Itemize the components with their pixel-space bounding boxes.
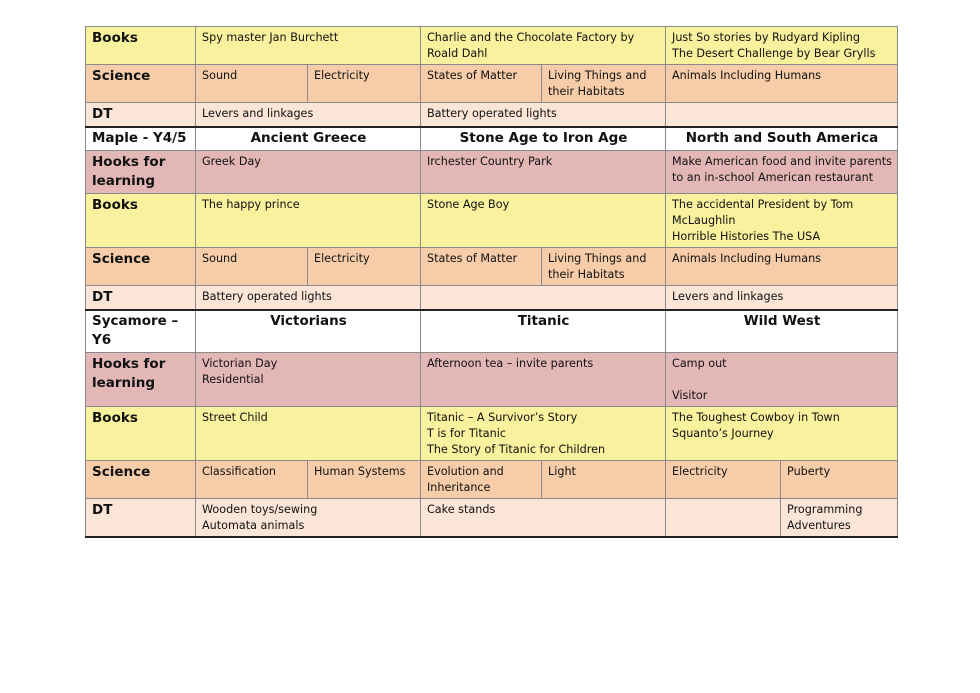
- books-row: [86, 27, 898, 65]
- topic-heading: Stone Age to Iron Age: [421, 127, 666, 151]
- row-label: Sycamore –Y6: [86, 310, 196, 353]
- topic-heading: North and South America: [666, 127, 898, 151]
- table-cell: Human Systems: [308, 461, 421, 499]
- table-cell: Make American food and invite parents to an in-school American restaurant: [666, 151, 898, 194]
- dt-row: [86, 286, 898, 311]
- table-cell: Puberty: [781, 461, 898, 499]
- row-label: Books: [86, 407, 196, 461]
- row-label: DT: [86, 103, 196, 128]
- table-cell: States of Matter: [421, 248, 542, 286]
- row-label: Maple - Y4/5: [86, 127, 196, 151]
- row-label: Books: [86, 194, 196, 248]
- hooks-row: [86, 151, 898, 194]
- table-cell: Levers and linkages: [666, 286, 898, 311]
- row-label: Science: [86, 65, 196, 103]
- table-cell: Greek Day: [196, 151, 421, 194]
- curriculum-table: [85, 26, 898, 538]
- table-cell: Street Child: [196, 407, 421, 461]
- table-cell: Sound: [196, 248, 308, 286]
- table-cell: Titanic – A Survivor’s Story T is for Titanic The Story of Titanic for Children: [421, 407, 666, 461]
- table-cell: Battery operated lights: [421, 103, 666, 128]
- table-cell: [666, 499, 781, 538]
- row-label: DT: [86, 499, 196, 538]
- table-cell: Electricity: [666, 461, 781, 499]
- table-cell: Cake stands: [421, 499, 666, 538]
- table-cell: Living Things and their Habitats: [542, 65, 666, 103]
- table-cell: Classification: [196, 461, 308, 499]
- row-label: Hooks for learning: [86, 353, 196, 407]
- table-cell: Animals Including Humans: [666, 65, 898, 103]
- table-cell: Charlie and the Chocolate Factory by Roald Dahl: [421, 27, 666, 65]
- dt-row: [86, 499, 898, 538]
- topic-heading: Wild West: [666, 310, 898, 353]
- sci-row: [86, 461, 898, 499]
- row-label: Science: [86, 461, 196, 499]
- table-cell: Sound: [196, 65, 308, 103]
- sci-row: [86, 65, 898, 103]
- topic-heading: Ancient Greece: [196, 127, 421, 151]
- table-cell: The accidental President by Tom McLaughlin Horrible Histories The USA: [666, 194, 898, 248]
- table-cell: The Toughest Cowboy in Town Squanto’s Journey: [666, 407, 898, 461]
- table-cell: Light: [542, 461, 666, 499]
- row-label: Hooks for learning: [86, 151, 196, 194]
- table-cell: [421, 286, 666, 311]
- row-label: Science: [86, 248, 196, 286]
- sci-row: [86, 248, 898, 286]
- table-cell: [666, 103, 898, 128]
- table-cell: Animals Including Humans: [666, 248, 898, 286]
- table-cell: Programming Adventures: [781, 499, 898, 538]
- table-cell: Victorian Day Residential: [196, 353, 421, 407]
- table-cell: The happy prince: [196, 194, 421, 248]
- row-label: Books: [86, 27, 196, 65]
- table-cell: Battery operated lights: [196, 286, 421, 311]
- curriculum-table-body: [86, 27, 898, 538]
- topic-heading: Titanic: [421, 310, 666, 353]
- row-label: DT: [86, 286, 196, 311]
- table-cell: Levers and linkages: [196, 103, 421, 128]
- head-row: [86, 127, 898, 151]
- table-cell: Wooden toys/sewing Automata animals: [196, 499, 421, 538]
- table-cell: Electricity: [308, 248, 421, 286]
- head-row: [86, 310, 898, 353]
- books-row: [86, 194, 898, 248]
- table-cell: Just So stories by Rudyard Kipling The Desert Challenge by Bear Grylls: [666, 27, 898, 65]
- table-cell: States of Matter: [421, 65, 542, 103]
- table-cell: Afternoon tea – invite parents: [421, 353, 666, 407]
- table-cell: Stone Age Boy: [421, 194, 666, 248]
- table-cell: Electricity: [308, 65, 421, 103]
- table-cell: Living Things and their Habitats: [542, 248, 666, 286]
- table-cell: Irchester Country Park: [421, 151, 666, 194]
- table-cell: Camp out Visitor: [666, 353, 898, 407]
- table-cell: Evolution and Inheritance: [421, 461, 542, 499]
- dt-row: [86, 103, 898, 128]
- table-cell: Spy master Jan Burchett: [196, 27, 421, 65]
- hooks-row: [86, 353, 898, 407]
- books-row: [86, 407, 898, 461]
- topic-heading: Victorians: [196, 310, 421, 353]
